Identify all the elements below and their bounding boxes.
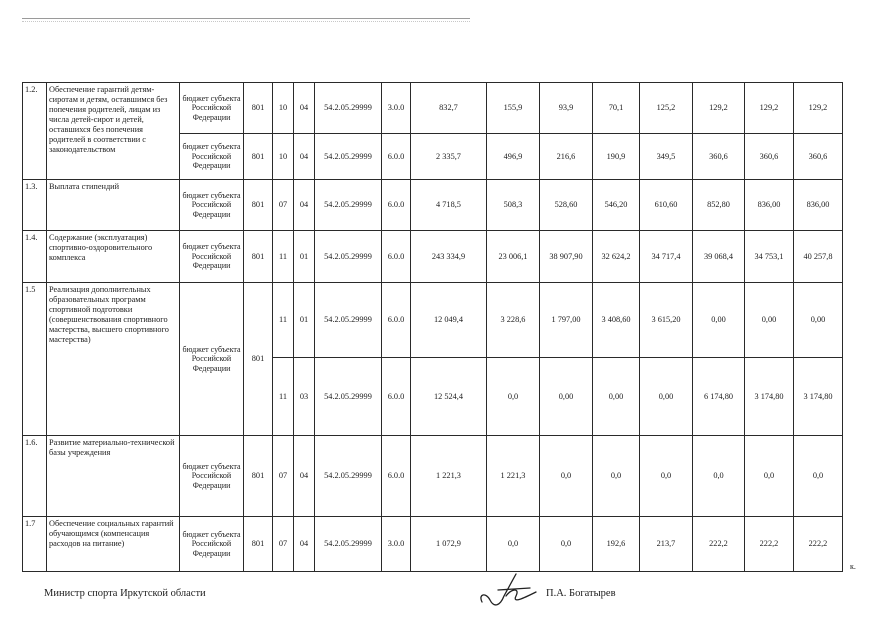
year-value: 852,80 — [693, 180, 745, 231]
year-value: 213,7 — [640, 517, 693, 572]
vr-code: 6.0.0 — [382, 180, 411, 231]
year-value: 0,00 — [745, 283, 794, 358]
year-value: 34 717,4 — [640, 231, 693, 283]
year-value: 155,9 — [487, 83, 540, 134]
grbs-code: 801 — [244, 134, 273, 180]
year-value: 0,00 — [640, 358, 693, 436]
year-value: 0,0 — [487, 517, 540, 572]
year-value: 0,0 — [540, 517, 593, 572]
year-value: 546,20 — [593, 180, 640, 231]
year-value: 0,0 — [593, 436, 640, 517]
grbs-code: 801 — [244, 180, 273, 231]
rz-code: 10 — [273, 83, 294, 134]
rz-code: 07 — [273, 180, 294, 231]
total-value: 12 524,4 — [411, 358, 487, 436]
rz-code: 11 — [273, 283, 294, 358]
vr-code: 6.0.0 — [382, 231, 411, 283]
budget-table — [22, 82, 843, 572]
row-name: Реализация дополнительных образовательных программ спортивной подготовки (совершенствования спортивного мастерства, высшего спортивного мастерства) — [47, 283, 180, 436]
year-value: 216,6 — [540, 134, 593, 180]
row-name: Обеспечение гарантий детям-сиротам и детям, оставшимся без попечения родителей, лицам из числа детей-сирот и детей, оставшихся без попечения родителей в соответствии с законодательством — [47, 83, 180, 180]
csr-code: 54.2.05.29999 — [315, 180, 382, 231]
year-value: 3 174,80 — [745, 358, 794, 436]
year-value: 222,2 — [693, 517, 745, 572]
funding-source: бюджет субъекта Российской Федерации — [180, 517, 244, 572]
total-value: 2 335,7 — [411, 134, 487, 180]
rz-code: 07 — [273, 436, 294, 517]
row-name: Развитие материально-технической базы учреждения — [47, 436, 180, 517]
row-name: Обеспечение социальных гарантий обучающимся (компенсация расходов на питание) — [47, 517, 180, 572]
year-value: 6 174,80 — [693, 358, 745, 436]
rz-code: 11 — [273, 358, 294, 436]
vr-code: 3.0.0 — [382, 517, 411, 572]
funding-source: бюджет субъекта Российской Федерации — [180, 134, 244, 180]
year-value: 192,6 — [593, 517, 640, 572]
year-value: 360,6 — [745, 134, 794, 180]
pr-code: 04 — [294, 83, 315, 134]
csr-code: 54.2.05.29999 — [315, 283, 382, 358]
year-value: 129,2 — [745, 83, 794, 134]
funding-source: бюджет субъекта Российской Федерации — [180, 180, 244, 231]
csr-code: 54.2.05.29999 — [315, 134, 382, 180]
row-number: 1.6. — [23, 436, 47, 517]
table-row — [23, 436, 843, 517]
total-value: 4 718,5 — [411, 180, 487, 231]
header-rule-dotted — [22, 21, 470, 22]
total-value: 1 072,9 — [411, 517, 487, 572]
year-value: 70,1 — [593, 83, 640, 134]
table-row — [23, 180, 843, 231]
pr-code: 04 — [294, 436, 315, 517]
rz-code: 07 — [273, 517, 294, 572]
year-value: 190,9 — [593, 134, 640, 180]
year-value: 34 753,1 — [745, 231, 794, 283]
handwritten-signature — [476, 566, 542, 614]
csr-code: 54.2.05.29999 — [315, 358, 382, 436]
total-value: 1 221,3 — [411, 436, 487, 517]
row-name: Содержание (эксплуатация) спортивно-оздоровительного комплекса — [47, 231, 180, 283]
csr-code: 54.2.05.29999 — [315, 436, 382, 517]
year-value: 508,3 — [487, 180, 540, 231]
year-value: 38 907,90 — [540, 231, 593, 283]
pr-code: 03 — [294, 358, 315, 436]
year-value: 129,2 — [794, 83, 843, 134]
pr-code: 01 — [294, 231, 315, 283]
vr-code: 6.0.0 — [382, 358, 411, 436]
total-value: 243 334,9 — [411, 231, 487, 283]
page-mark: к. — [850, 562, 856, 571]
year-value: 0,0 — [693, 436, 745, 517]
year-value: 23 006,1 — [487, 231, 540, 283]
year-value: 93,9 — [540, 83, 593, 134]
pr-code: 04 — [294, 180, 315, 231]
year-value: 40 257,8 — [794, 231, 843, 283]
row-name: Выплата стипендий — [47, 180, 180, 231]
grbs-code: 801 — [244, 283, 273, 436]
funding-source: бюджет субъекта Российской Федерации — [180, 231, 244, 283]
grbs-code: 801 — [244, 436, 273, 517]
pr-code: 04 — [294, 517, 315, 572]
csr-code: 54.2.05.29999 — [315, 83, 382, 134]
year-value: 836,00 — [745, 180, 794, 231]
year-value: 0,0 — [540, 436, 593, 517]
vr-code: 6.0.0 — [382, 283, 411, 358]
year-value: 1 221,3 — [487, 436, 540, 517]
year-value: 222,2 — [745, 517, 794, 572]
year-value: 0,00 — [794, 283, 843, 358]
vr-code: 6.0.0 — [382, 436, 411, 517]
year-value: 3 408,60 — [593, 283, 640, 358]
signatory-title: Министр спорта Иркутской области — [44, 588, 206, 599]
year-value: 222,2 — [794, 517, 843, 572]
year-value: 0,0 — [794, 436, 843, 517]
year-value: 0,00 — [593, 358, 640, 436]
year-value: 0,0 — [640, 436, 693, 517]
year-value: 349,5 — [640, 134, 693, 180]
year-value: 836,00 — [794, 180, 843, 231]
year-value: 125,2 — [640, 83, 693, 134]
total-value: 832,7 — [411, 83, 487, 134]
year-value: 0,0 — [487, 358, 540, 436]
table-row — [23, 231, 843, 283]
row-number: 1.3. — [23, 180, 47, 231]
row-number: 1.7 — [23, 517, 47, 572]
year-value: 0,0 — [745, 436, 794, 517]
funding-source: бюджет субъекта Российской Федерации — [180, 436, 244, 517]
funding-source: бюджет субъекта Российской Федерации — [180, 283, 244, 436]
year-value: 3 174,80 — [794, 358, 843, 436]
grbs-code: 801 — [244, 231, 273, 283]
table-row — [23, 83, 843, 134]
year-value: 610,60 — [640, 180, 693, 231]
csr-code: 54.2.05.29999 — [315, 517, 382, 572]
table-row — [23, 283, 843, 358]
row-number: 1.2. — [23, 83, 47, 180]
vr-code: 6.0.0 — [382, 134, 411, 180]
header-rule — [22, 18, 470, 19]
rz-code: 11 — [273, 231, 294, 283]
grbs-code: 801 — [244, 83, 273, 134]
year-value: 0,00 — [693, 283, 745, 358]
year-value: 1 797,00 — [540, 283, 593, 358]
year-value: 360,6 — [794, 134, 843, 180]
pr-code: 04 — [294, 134, 315, 180]
year-value: 32 624,2 — [593, 231, 640, 283]
year-value: 528,60 — [540, 180, 593, 231]
csr-code: 54.2.05.29999 — [315, 231, 382, 283]
year-value: 129,2 — [693, 83, 745, 134]
funding-source: бюджет субъекта Российской Федерации — [180, 83, 244, 134]
year-value: 496,9 — [487, 134, 540, 180]
vr-code: 3.0.0 — [382, 83, 411, 134]
grbs-code: 801 — [244, 517, 273, 572]
pr-code: 01 — [294, 283, 315, 358]
year-value: 0,00 — [540, 358, 593, 436]
year-value: 3 228,6 — [487, 283, 540, 358]
signatory-name: П.А. Богатырев — [546, 588, 616, 599]
year-value: 3 615,20 — [640, 283, 693, 358]
rz-code: 10 — [273, 134, 294, 180]
table-row — [23, 517, 843, 572]
year-value: 39 068,4 — [693, 231, 745, 283]
total-value: 12 049,4 — [411, 283, 487, 358]
row-number: 1.4. — [23, 231, 47, 283]
year-value: 360,6 — [693, 134, 745, 180]
row-number: 1.5 — [23, 283, 47, 436]
